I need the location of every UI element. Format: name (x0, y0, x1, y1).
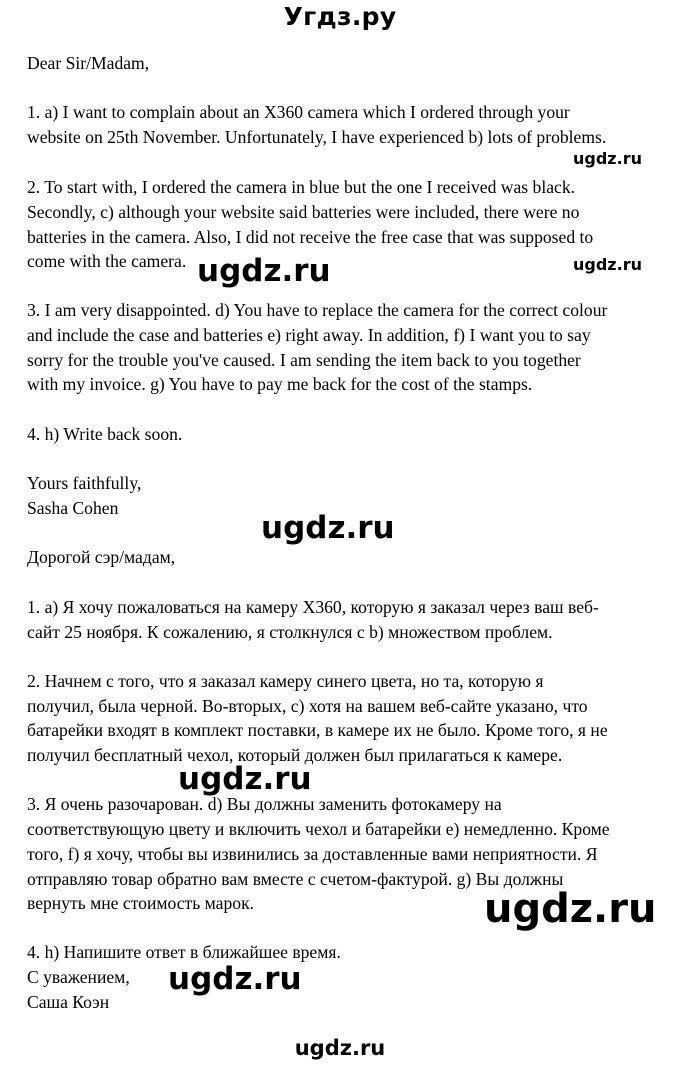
page-title: Угдз.ру (283, 2, 397, 31)
ru-paragraph-1-line-2: сайт 25 ноября. К сожалению, я столкнулся с b) множеством проблем. (27, 622, 553, 642)
ru-paragraph-2-line-1: 2. Начнем с того, что я заказал камеру синего цвета, но та, которую я (27, 671, 544, 691)
ru-paragraph-3-line-4: отправляю товар обратно вам вместе с счетом-фактурой. g) Вы должны (27, 869, 564, 889)
en-closing: Yours faithfully, (27, 473, 142, 493)
ru-paragraph-3-line-1: 3. Я очень разочарован. d) Вы должны заменить фотокамеру на (27, 794, 502, 814)
watermark: ugdz.ru (197, 253, 331, 289)
ru-paragraph-3-line-2: соответствующую цвету и включить чехол и батарейки е) немедленно. Кроме (27, 819, 610, 839)
en-paragraph-3-line-1: 3. I am very disappointed. d) You have to replace the camera for the correct colour (27, 300, 608, 320)
ru-paragraph-2-line-2: получил, была черной. Во-вторых, с) хотя на вашем веб-сайте указано, что (27, 696, 588, 716)
ru-paragraph-2-line-3: батарейки входят в комплект поставки, в камере их не было. Кроме того, я не (27, 720, 608, 740)
footer-watermark: ugdz.ru (294, 1036, 386, 1060)
watermark: ugdz.ru (178, 761, 312, 797)
en-greeting: Dear Sir/Madam, (27, 53, 150, 73)
ru-paragraph-4: 4. h) Напишите ответ в ближайшее время. (27, 942, 341, 962)
en-paragraph-3-line-4: with my invoice. g) You have to pay me back for the cost of the stamps. (27, 374, 533, 394)
en-paragraph-1-line-2: website on 25th November. Unfortunately, I have experienced b) lots of problems. (27, 127, 607, 147)
en-paragraph-3-line-3: sorry for the trouble you've caused. I am sending the item back to you together (27, 350, 581, 370)
en-paragraph-2-line-3: batteries in the camera. Also, I did not receive the free case that was supposed to (27, 227, 594, 247)
en-signature: Sasha Cohen (27, 498, 119, 518)
en-paragraph-4: 4. h) Write back soon. (27, 424, 183, 444)
en-paragraph-2-line-4: come with the camera. (27, 251, 187, 271)
watermark: ugdz.ru (261, 510, 395, 546)
ru-closing: С уважением, (27, 967, 130, 987)
en-paragraph-3-line-2: and include the case and batteries e) right away. In addition, f) I want you to say (27, 325, 591, 345)
en-paragraph-2-line-2: Secondly, c) although your website said batteries were included, there were no (27, 202, 580, 222)
ru-paragraph-3-line-5: вернуть мне стоимость марок. (27, 893, 255, 913)
ru-greeting: Дорогой сэр/мадам, (27, 547, 176, 567)
watermark: ugdz.ru (168, 961, 302, 997)
watermark: ugdz.ru (573, 149, 642, 168)
watermark: ugdz.ru (573, 255, 642, 274)
en-paragraph-2-line-1: 2. To start with, I ordered the camera in blue but the one I received was black. (27, 177, 576, 197)
en-paragraph-1-line-1: 1. a) I want to complain about an X360 camera which I ordered through your (27, 102, 570, 122)
ru-signature: Саша Коэн (27, 992, 110, 1012)
ru-paragraph-1-line-1: 1. а) Я хочу пожаловаться на камеру X360, которую я заказал через ваш веб- (27, 597, 599, 617)
ru-paragraph-3-line-3: того, f) я хочу, чтобы вы извинились за доставленные вами неприятности. Я (27, 844, 598, 864)
watermark: ugdz.ru (484, 886, 657, 932)
ru-paragraph-2-line-4: получил бесплатный чехол, который должен был прилагаться к камере. (27, 745, 563, 765)
